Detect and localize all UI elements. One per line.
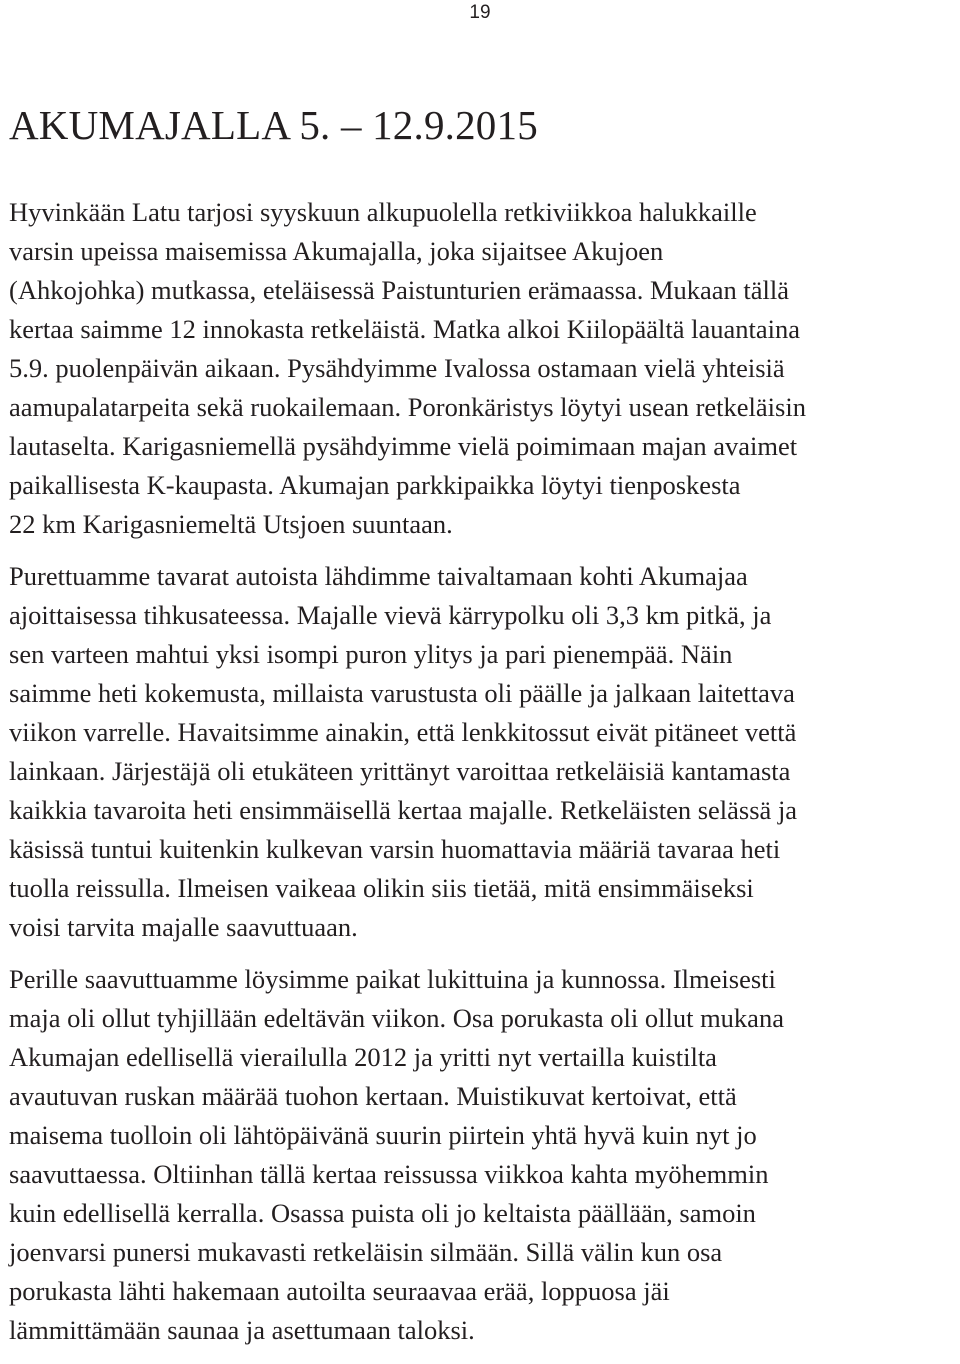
text-line: Akumajan edellisellä vierailulla 2012 ja yritti nyt vertailla kuistilta xyxy=(9,1042,717,1072)
text-line: lainkaan. Järjestäjä oli etukäteen yrittänyt varoittaa retkeläisiä kantamasta xyxy=(9,756,791,786)
text-line: varsin upeissa maisemissa Akumajalla, joka sijaitsee Akujoen xyxy=(9,236,664,266)
article-body xyxy=(9,193,954,1363)
text-line: aamupalatarpeita sekä ruokailemaan. Poronkäristys löytyi usean retkeläisin xyxy=(9,392,806,422)
paragraph-2 xyxy=(9,557,954,947)
text-line: voisi tarvita majalle saavuttuaan. xyxy=(9,912,358,942)
text-line: joenvarsi punersi mukavasti retkeläisin silmään. Sillä välin kun osa xyxy=(9,1237,723,1267)
text-line: saavuttaessa. Oltiinhan tällä kertaa reissussa viikkoa kahta myöhemmin xyxy=(9,1159,769,1189)
text-line: ajoittaisessa tihkusateessa. Majalle vievä kärrypolku oli 3,3 km pitkä, ja xyxy=(9,600,772,630)
text-line: Perille saavuttuamme löysimme paikat lukittuina ja kunnossa. Ilmeisesti xyxy=(9,964,776,994)
text-line: maisema tuolloin oli lähtöpäivänä suurin piirtein yhtä hyvä kuin nyt jo xyxy=(9,1120,757,1150)
text-line: kaikkia tavaroita heti ensimmäisellä kertaa majalle. Retkeläisten selässä ja xyxy=(9,795,798,825)
text-line: Hyvinkään Latu tarjosi syyskuun alkupuolella retkiviikkoa halukkaille xyxy=(9,197,757,227)
text-line: viikon varrelle. Havaitsimme ainakin, että lenkkitossut eivät pitäneet vettä xyxy=(9,717,797,747)
text-line: kertaa saimme 12 innokasta retkeläistä. Matka alkoi Kiilopäältä lauantaina xyxy=(9,314,801,344)
text-line: 22 km Karigasniemeltä Utsjoen suuntaan. xyxy=(9,509,453,539)
text-line: Purettuamme tavarat autoista lähdimme taivaltamaan kohti Akumajaa xyxy=(9,561,748,591)
text-line: lautaselta. Karigasniemellä pysähdyimme vielä poimimaan majan avaimet xyxy=(9,431,798,461)
text-line: 5.9. puolenpäivän aikaan. Pysähdyimme Ivalossa ostamaan vielä yhteisiä xyxy=(9,353,785,383)
article-title: AKUMAJALLA 5. – 12.9.2015 xyxy=(9,102,538,148)
text-line: kuin edellisellä kerralla. Osassa puista oli jo keltaista päällään, samoin xyxy=(9,1198,756,1228)
text-line: (Ahkojohka) mutkassa, eteläisessä Paistunturien erämaassa. Mukaan tällä xyxy=(9,275,790,305)
text-line: avautuvan ruskan määrää tuohon kertaan. Muistikuvat kertoivat, että xyxy=(9,1081,737,1111)
text-line: porukasta lähti hakemaan autoilta seuraavaa erää, loppuosa jäi xyxy=(9,1276,670,1306)
text-line: tuolla reissulla. Ilmeisen vaikeaa olikin siis tietää, mitä ensimmäiseksi xyxy=(9,873,754,903)
text-line: sen varteen mahtui yksi isompi puron ylitys ja pari pienempää. Näin xyxy=(9,639,733,669)
text-line: käsissä tuntui kuitenkin kulkevan varsin huomattavia määriä tavaraa heti xyxy=(9,834,781,864)
page-number: 19 xyxy=(469,2,491,23)
text-line: paikallisesta K-kaupasta. Akumajan parkkipaikka löytyi tienposkesta xyxy=(9,470,741,500)
paragraph-1 xyxy=(9,193,954,544)
text-line: maja oli ollut tyhjillään edeltävän viikon. Osa porukasta oli ollut mukana xyxy=(9,1003,784,1033)
text-line: saimme heti kokemusta, millaista varustusta oli päälle ja jalkaan laitettava xyxy=(9,678,795,708)
paragraph-3 xyxy=(9,960,954,1350)
text-line: lämmittämään saunaa ja asettumaan taloksi. xyxy=(9,1315,475,1345)
